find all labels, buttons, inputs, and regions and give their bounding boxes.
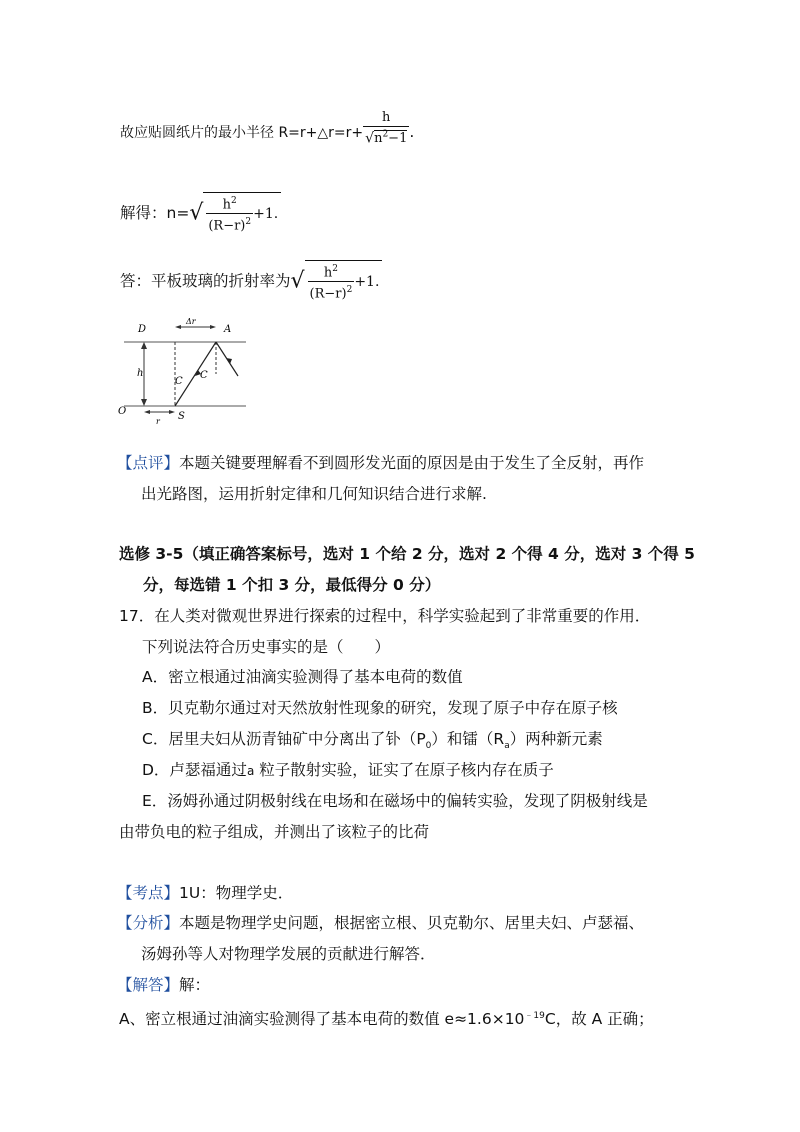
option-c-sub2: a [504, 741, 510, 752]
option-b: B．贝克勒尔通过对天然放射性现象的研究，发现了原子中存在原子核 [142, 699, 618, 717]
solution-prefix: 解得：n= [120, 203, 190, 222]
answer-den [308, 281, 355, 302]
label-dr: Δr [186, 318, 196, 326]
option-c-post: ）两种新元素 [509, 730, 603, 748]
r-arrow-left [144, 410, 150, 414]
radius-fraction-denominator: $√n^2-1$ [363, 126, 409, 147]
sqrt-sign-icon: √ [189, 200, 204, 226]
comment-line-2-wrap [141, 484, 487, 504]
answer-num [308, 261, 355, 281]
solution-den [206, 213, 253, 234]
radius-fraction [363, 110, 409, 147]
comment-block [117, 453, 644, 473]
option-c [142, 729, 603, 756]
option-a: A．密立根通过油滴实验测得了基本电荷的数值 [142, 668, 463, 686]
option-d [142, 760, 554, 781]
answer-line [120, 260, 382, 303]
dr-arrow-right [210, 325, 216, 329]
fenxi-line [117, 913, 644, 933]
answer-prefix: 答：平板玻璃的折射率为 [120, 271, 291, 290]
answer-num-base: h [323, 265, 333, 281]
jieda-tag: 【解答】 [117, 976, 180, 994]
option-c-pre: C．居里夫妇从沥青铀矿中分离出了钋（P [142, 730, 426, 748]
answer-num-exp: 2 [332, 264, 338, 274]
solution-tail: +1. [253, 205, 279, 222]
answer-tail: +1. [354, 273, 380, 290]
option-c-mid: ）和镭（R [431, 730, 505, 748]
option-d-post: 粒子散射实验，证实了在原子核内存在质子 [254, 761, 554, 779]
r-arrow-right [169, 410, 175, 414]
comment-line-1: 本题关键要理解看不到圆形发光面的原因是由于发生了全反射，再作 [179, 454, 645, 472]
label-h: h [137, 368, 144, 379]
option-d-pre: D．卢瑟福通过 [142, 761, 247, 779]
section-header-2: 分，每选错 1 个扣 3 分，最低得分 0 分） [143, 576, 441, 594]
radius-prefix: 故应贴圆纸片的最小半径 R=r+△r=r+ [120, 125, 364, 142]
den-exp: 2 [382, 130, 389, 140]
label-o: O [118, 406, 127, 417]
formula-line-solution [120, 192, 281, 235]
answer-a-exp: ﹣19 [524, 1011, 545, 1021]
solution-den-base: (R−r) [208, 218, 246, 234]
label-d: D [138, 324, 147, 335]
kaodian-line [117, 883, 293, 903]
option-e: E．汤姆孙通过阴极射线在电场和在磁场中的偏转实验，发现了阴极射线是 [142, 792, 648, 810]
solution-num-base: h [222, 197, 232, 213]
option-c-sub1: 0 [425, 741, 432, 752]
answer-den-exp: 2 [346, 285, 353, 296]
jieda-line [117, 975, 210, 995]
comment-line-2: 出光路图，运用折射定律和几何知识结合进行求解. [141, 485, 487, 503]
option-e-continued: 由带负电的粒子组成，并测出了该粒子的比荷 [119, 823, 430, 841]
solution-num-exp: 2 [231, 196, 237, 206]
section-header-1: 选修 3-5（填正确答案标号，选对 1 个给 2 分，选对 2 个得 4 分，选对 3 个得 5 [119, 545, 695, 563]
answer-den-base: (R−r) [309, 286, 347, 302]
fenxi-text-1: 本题是物理学史问题，根据密立根、贝克勒尔、居里夫妇、卢瑟福、 [179, 914, 645, 932]
kaodian-tag: 【考点】 [117, 884, 180, 902]
question-stem-2: 下列说法符合历史事实的是（ ） [142, 638, 391, 656]
comment-tag: 【点评】 [117, 454, 180, 472]
fenxi-line-2: 汤姆孙等人对物理学发展的贡献进行解答． [141, 945, 436, 963]
question-stem-1: 17．在人类对微观世界进行探索的过程中，科学实验起到了非常重要的作用． [119, 607, 651, 625]
jieda-text: 解： [179, 976, 211, 994]
answer-a-post: C，故 A 正确； [544, 1010, 654, 1029]
kaodian-text: 1U：物理学史． [179, 884, 294, 902]
answer-a-pre: A、密立根通过油滴实验测得了基本电荷的数值 e≈1.6×10 [119, 1010, 525, 1029]
h-arrow-bottom [141, 399, 147, 406]
incident-ray [175, 342, 216, 406]
fenxi-tag: 【分析】 [117, 914, 180, 932]
label-c1: C [175, 376, 183, 387]
radius-fraction-numerator: h [382, 110, 391, 125]
label-r: r [156, 417, 160, 426]
dr-arrow-left [175, 325, 181, 329]
h-arrow-top [141, 342, 147, 349]
solution-num [206, 193, 253, 213]
solution-radicand [203, 192, 281, 235]
label-c2: C [200, 370, 208, 381]
label-s: S [178, 411, 185, 422]
optics-diagram [118, 318, 268, 430]
label-a: A [224, 324, 232, 335]
solution-den-exp: 2 [245, 217, 252, 228]
radius-suffix: . [409, 123, 415, 142]
option-d-alpha: a [246, 764, 255, 778]
sqrt-sign-icon: √ [290, 268, 305, 294]
answer-a-line [119, 1006, 654, 1029]
formula-line-radius [120, 110, 415, 147]
den-tail: −1 [388, 131, 408, 147]
answer-radicand [305, 260, 383, 303]
den-n: n [374, 131, 383, 147]
